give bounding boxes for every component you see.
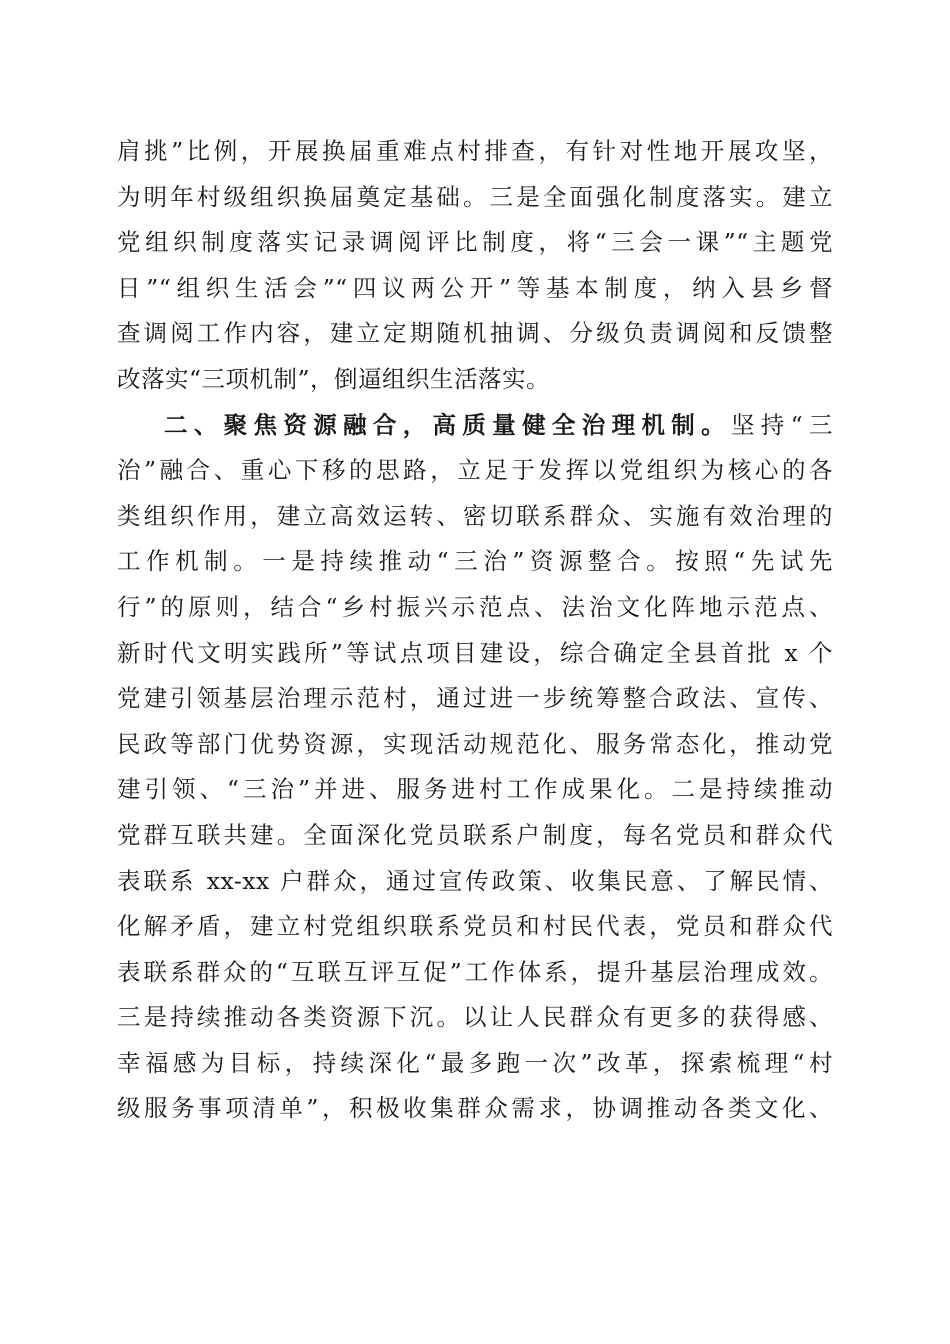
paragraph2-line: 行”的原则，结合“乡村振兴示范点、法治文化阵地示范点、: [117, 592, 833, 621]
paragraph2-line: 幸福感为目标，持续深化“最多跑一次”改革，探索梳理“村: [117, 1048, 833, 1077]
paragraph1-line: 肩挑”比例，开展换届重难点村排查，有针对性地开展攻坚，: [117, 137, 833, 165]
paragraph1-line: 查调阅工作内容，建立定期随机抽调、分级负责调阅和反馈整: [117, 319, 833, 348]
paragraph2-line: 三是持续推动各类资源下沉。以让人民群众有更多的获得感、: [117, 1003, 833, 1032]
paragraph1-line: 日”“组织生活会”“四议两公开”等基本制度，纳入县乡督: [117, 273, 833, 302]
paragraph1-line: 党组织制度落实记录调阅评比制度，将“三会一课”“主题党: [117, 228, 833, 257]
paragraph2-line: 治”融合、重心下移的思路，立足于发挥以党组织为核心的各: [117, 456, 833, 485]
paragraph2-line: 工作机制。一是持续推动“三治”资源整合。按照“先试先: [117, 547, 833, 576]
paragraph2-first-line-rest: 坚持“三: [730, 410, 834, 439]
body-text: [117, 129, 833, 1132]
paragraph2-line: 化解矛盾，建立村党组织联系党员和村民代表，党员和群众代: [117, 912, 833, 941]
paragraph2-line: 类组织作用，建立高效运转、密切联系群众、实施有效治理的: [117, 501, 833, 530]
paragraph2-line: 党建引领基层治理示范村，通过进一步统筹整合政法、宣传、: [117, 684, 833, 713]
paragraph2-line: 表联系群众的“互联互评互促”工作体系，提升基层治理成效。: [117, 957, 833, 986]
paragraph2-first-line: [117, 403, 833, 449]
paragraph1-line: 为明年村级组织换届奠定基础。三是全面强化制度落实。建立: [117, 182, 833, 211]
paragraph2-line: 新时代文明实践所”等试点项目建设，综合确定全县首批 x 个: [117, 638, 833, 667]
paragraph2-line: 民政等部门优势资源，实现活动规范化、服务常态化，推动党: [117, 729, 833, 758]
paragraph2-line: 建引领、“三治”并进、服务进村工作成果化。二是持续推动: [117, 775, 833, 804]
paragraph1-line: 改落实“三项机制”，倒逼组织生活落实。: [117, 364, 551, 393]
section-heading: 二、聚焦资源融合，高质量健全治理机制。: [164, 410, 731, 439]
paragraph2-line: 表联系 xx-xx 户群众，通过宣传政策、收集民意、了解民情、: [117, 866, 833, 895]
paragraph2-line: 级服务事项清单”，积极收集群众需求，协调推动各类文化、: [117, 1094, 833, 1123]
paragraph2-line: 党群互联共建。全面深化党员联系户制度，每名党员和群众代: [117, 820, 833, 849]
